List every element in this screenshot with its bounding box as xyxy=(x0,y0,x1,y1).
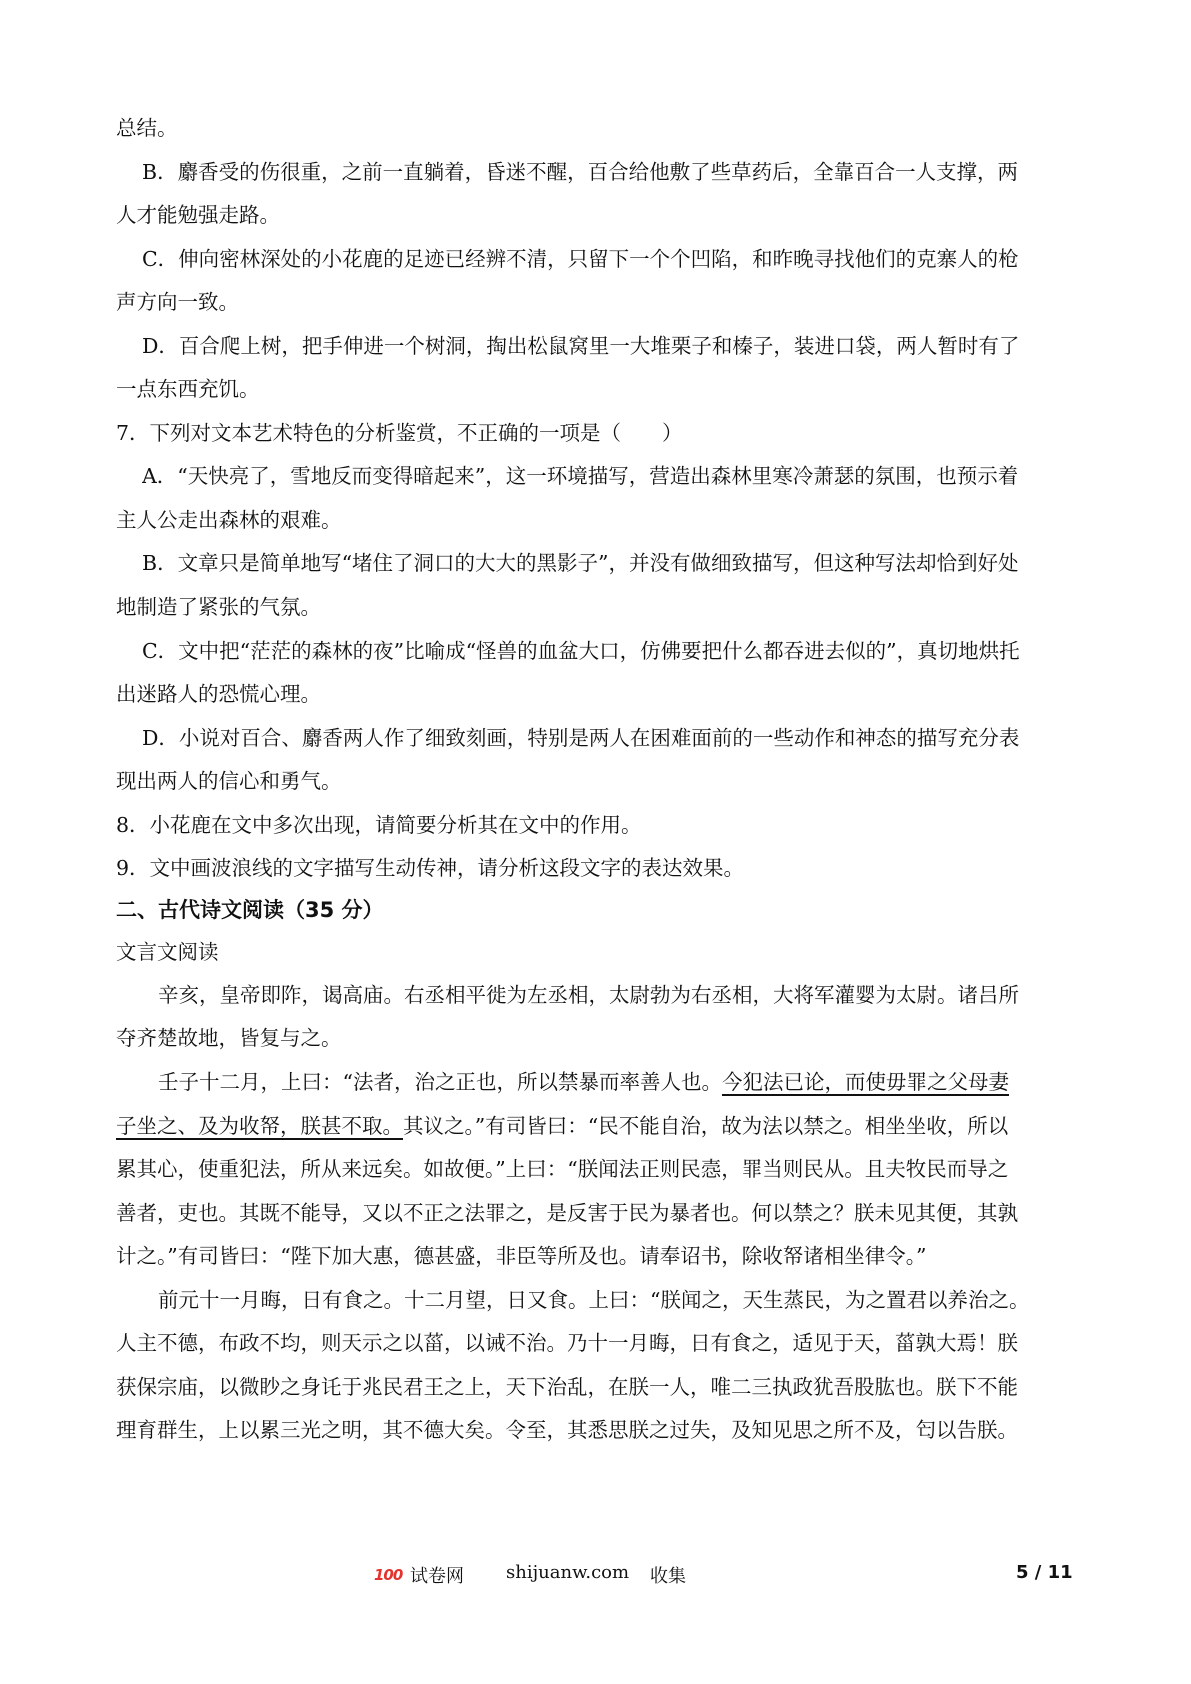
option-d-line: D．百合爬上树，把手伸进一个树洞，掏出松鼠窝里一大堆栗子和榛子，装进口袋，两人暂时有了 xyxy=(142,334,1020,358)
paragraph-line: 累其心，使重犯法，所从来远矣。如故便。”上曰：“朕闻法正则民悫，罪当则民从。且夫牧民而导之 xyxy=(116,1157,1009,1181)
section-heading: 二、古代诗文阅读（35 分） xyxy=(116,898,384,922)
paragraph-line: 计之。”有司皆曰：“陛下加大惠，德甚盛，非臣等所及也。请奉诏书，除收帑诸相坐律令。” xyxy=(116,1244,927,1268)
emphasis-dot-char: 即 xyxy=(260,983,281,1007)
paragraph-line: 善者，吏也。其既不能导，又以不正之法罪之，是反害于民为暴者也。何以禁之？朕未见其便，其孰 xyxy=(116,1201,1018,1225)
option-d-line: D．小说对百合、麝香两人作了细致刻画，特别是两人在困难面前的一些动作和神态的描写充分表 xyxy=(142,726,1020,750)
emphasis-dot-char: 阼 xyxy=(281,983,302,1007)
underlined-sentence: 子坐之、及为收帑，朕甚不取。 xyxy=(116,1114,403,1138)
question-7: 7．下列对文本艺术特色的分析鉴赏，不正确的一项是（ ） xyxy=(116,421,683,445)
emphasis-dot-char: 股 xyxy=(854,1375,875,1399)
text-run: 获保宗庙，以微眇之身讬于兆民君王之上，天下治乱，在朕一人，唯二三执政犹吾 xyxy=(116,1375,854,1399)
footer-domain: shijuanw.com xyxy=(506,1562,630,1583)
option-c-line: C．伸向密林深处的小花鹿的足迹已经辨不清，只留下一个个凹陷，和昨晚寻找他们的克寨人的枪 xyxy=(142,247,1019,271)
paragraph-line xyxy=(158,980,1076,1010)
emphasis-dot-char: 子 xyxy=(178,1070,199,1094)
site-logo: 100 xyxy=(374,1566,403,1584)
text-run: 辛亥，皇帝 xyxy=(158,983,261,1007)
option-a-line: A．“天快亮了，雪地反而变得暗起来”，这一环境描写，营造出森林里寒冷萧瑟的氛围，也预示着 xyxy=(142,464,1019,488)
text-run: 也。朕下不能 xyxy=(895,1375,1018,1399)
text-run: 人主不德，布政不均，则天示之以菑，以诫不治。乃十一月晦，日有食之， xyxy=(116,1331,793,1355)
text-line: 主人公走出森林的艰难。 xyxy=(116,508,342,532)
text-line: 现出两人的信心和勇气。 xyxy=(116,769,342,793)
emphasis-dot-char: 适 xyxy=(792,1331,813,1355)
page-number: 5 / 11 xyxy=(1016,1562,1073,1583)
underlined-sentence: 今犯法已论，而使毋罪之父母妻 xyxy=(721,1070,1009,1094)
option-c-line: C．文中把“茫茫的森林的夜”比喻成“怪兽的血盆大口，仿佛要把什么都吞进去似的”，真切地烘托 xyxy=(142,639,1020,663)
text-run: 见于天，菑孰大焉！朕 xyxy=(813,1331,1018,1355)
text-line: 地制造了紧张的气氛。 xyxy=(116,595,321,619)
text-line: 声方向一致。 xyxy=(116,290,239,314)
emphasis-dot-char: 壬 xyxy=(158,1070,179,1094)
paragraph-line: 前元十一月晦，日有食之。十二月望，日又食。上曰：“朕闻之，天生蒸民，为之置君以养治之。 xyxy=(158,1288,1030,1312)
text-run: 十二月，上曰：“法者，治之正也，所以禁暴而率善人也。 xyxy=(199,1070,722,1094)
page-footer xyxy=(0,1562,1191,1592)
subsection-title: 文言文阅读 xyxy=(116,940,219,964)
paragraph-line xyxy=(116,1328,1076,1358)
question-8: 8．小花鹿在文中多次出现，请简要分析其在文中的作用。 xyxy=(116,813,642,837)
paragraph-line xyxy=(158,1067,1076,1097)
paragraph-line xyxy=(116,1372,1076,1402)
text-line: 出迷路人的恐慌心理。 xyxy=(116,682,321,706)
question-9: 9．文中画波浪线的文字描写生动传神，请分析这段文字的表达效果。 xyxy=(116,856,745,880)
text-run: ，谒高庙。右丞相平徙为左丞相，太尉勃为右丞相，大将军灌婴为太尉。诸吕所 xyxy=(301,983,1019,1007)
text-run: 其议之。”有司皆曰：“民不能自治，故为法以禁之。相坐坐收，所以 xyxy=(403,1114,1009,1138)
footer-collect-text: 收集 xyxy=(650,1566,686,1587)
text-line: 总结。 xyxy=(116,116,178,140)
footer-site-name: 试卷网 xyxy=(410,1566,464,1587)
paragraph-line: 理育群生，上以累三光之明，其不德大矣。令至，其悉思朕之过失，及知见思之所不及，匄以告朕。 xyxy=(116,1418,1018,1442)
text-line: 一点东西充饥。 xyxy=(116,377,260,401)
text-line: 人才能勉强走路。 xyxy=(116,203,280,227)
emphasis-dot-char: 肱 xyxy=(874,1375,895,1399)
option-b-line: B．麝香受的伤很重，之前一直躺着，昏迷不醒，百合给他敷了些草药后，全靠百合一人支撑，两 xyxy=(142,160,1019,184)
option-b-line: B．文章只是简单地写“堵住了洞口的大大的黑影子”，并没有做细致描写，但这种写法却恰到好处 xyxy=(142,551,1019,575)
paragraph-line: 夺齐楚故地，皆复与之。 xyxy=(116,1026,342,1050)
paragraph-line xyxy=(116,1111,1076,1141)
